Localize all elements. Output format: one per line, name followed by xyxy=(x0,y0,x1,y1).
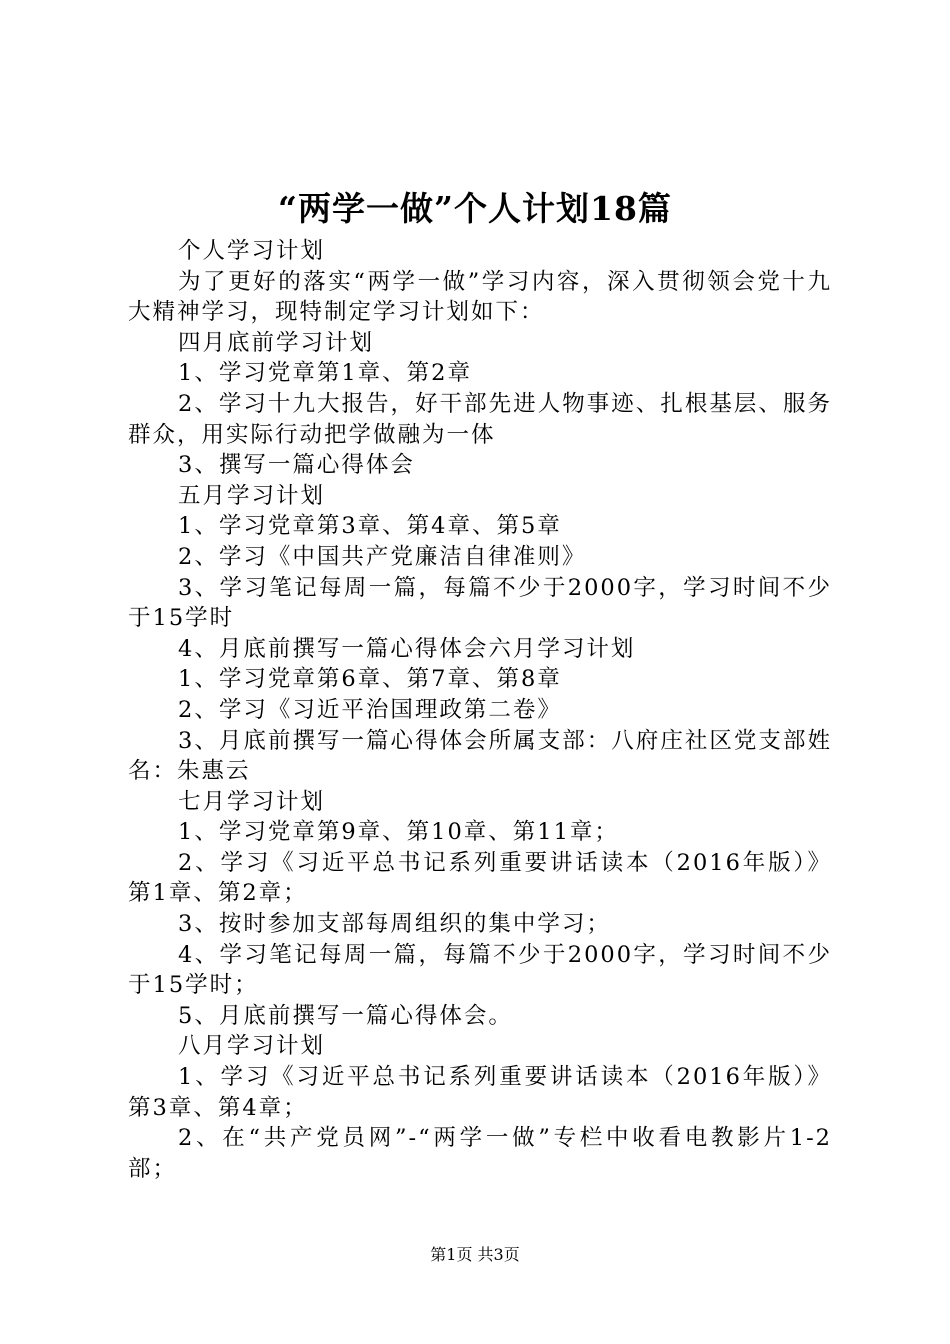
paragraph: 2、学习《习近平总书记系列重要讲话读本（2016年版）》第1章、第2章； xyxy=(128,849,832,907)
paragraph: 五月学习计划 xyxy=(178,482,326,509)
document-title: “两学一做”个人计划18篇 xyxy=(278,189,672,228)
paragraph: 1、学习党章第1章、第2章 xyxy=(178,360,472,387)
paragraph: 为了更好的落实“两学一做”学习内容，深入贯彻领会党十九大精神学习，现特制定学习计划如下： xyxy=(128,268,832,326)
paragraph: 个人学习计划 xyxy=(178,238,326,264)
paragraph: 5、月底前撰写一篇心得体会。 xyxy=(178,1002,513,1029)
paragraph: 1、学习党章第6章、第7章、第8章 xyxy=(178,666,562,693)
paragraph: 四月底前学习计划 xyxy=(178,329,375,356)
paragraph: 3、学习笔记每周一篇，每篇不少于2000字，学习时间不少于15学时 xyxy=(128,574,832,632)
paragraph: 3、撰写一篇心得体会 xyxy=(178,452,415,479)
paragraph: 七月学习计划 xyxy=(178,788,326,815)
paragraph: 1、学习《习近平总书记系列重要讲话读本（2016年版）》第3章、第4章； xyxy=(128,1064,832,1121)
paragraph: 3、按时参加支部每周组织的集中学习； xyxy=(178,911,611,938)
paragraph: 2、学习十九大报告，好干部先进人物事迹、扎根基层、服务群众，用实际行动把学做融为一体 xyxy=(128,390,832,448)
paragraph: 3、月底前撰写一篇心得体会所属支部：八府庄社区党支部姓名：朱惠云 xyxy=(128,727,832,785)
page-footer: 第1页 共3页 xyxy=(430,1245,520,1264)
document-body xyxy=(128,236,832,1184)
paragraph: 2、学习《习近平治国理政第二卷》 xyxy=(178,696,562,723)
paragraph: 1、学习党章第9章、第10章、第11章； xyxy=(178,819,619,846)
paragraph: 4、月底前撰写一篇心得体会六月学习计划 xyxy=(178,635,636,662)
paragraph: 八月学习计划 xyxy=(178,1033,326,1060)
paragraph: 1、学习党章第3章、第4章、第5章 xyxy=(178,513,562,540)
paragraph: 4、学习笔记每周一篇，每篇不少于2000字，学习时间不少于15学时； xyxy=(128,941,832,999)
paragraph: 2、学习《中国共产党廉洁自律准则》 xyxy=(178,543,587,570)
paragraph: 2、在“共产党员网”-“两学一做”专栏中收看电教影片1-2部； xyxy=(128,1125,832,1182)
